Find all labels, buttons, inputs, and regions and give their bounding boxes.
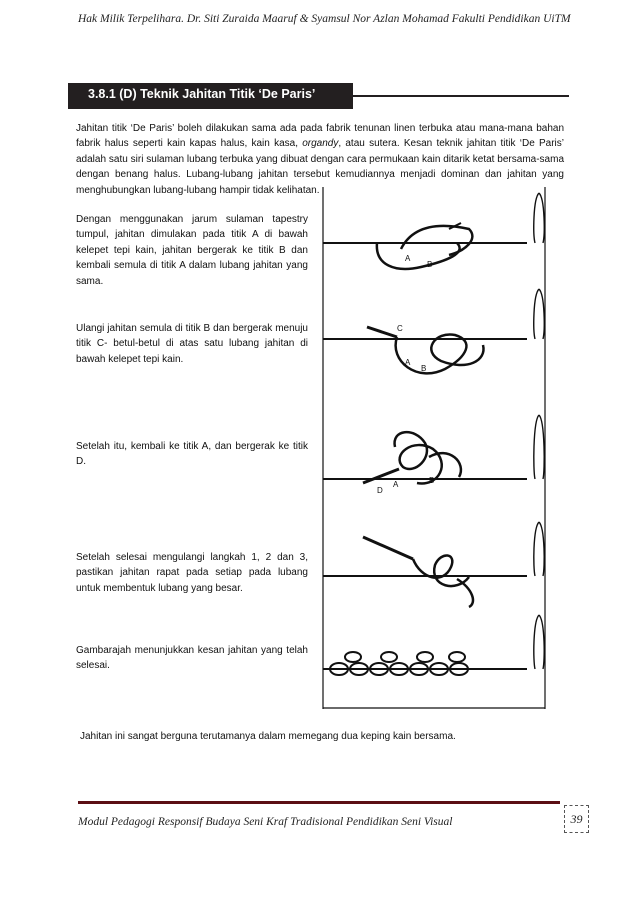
label-step3-b: B	[429, 476, 435, 485]
step-4-text: Setelah selesai mengulangi langkah 1, 2 dan 3, pastikan jahitan rapat pada setiap pada lubang untuk membentuk lubang yang besar.	[76, 552, 308, 594]
stitch-step-5-finished	[323, 615, 544, 675]
stitch-step-3	[323, 415, 544, 483]
label-step3-a: A	[393, 480, 399, 489]
step-2-text: Ulangi jahitan semula di titik B dan bergerak menuju titik C- betul-betul di atas satu lubang jahitan di bawah kelepet tepi kain.	[76, 323, 308, 365]
label-step2-a: A	[405, 358, 411, 367]
stitch-step-4	[323, 522, 544, 607]
section-title: 3.8.1 (D) Teknik Jahitan Titik ‘De Paris’	[88, 87, 316, 101]
footer-rule	[78, 801, 560, 804]
footer-title: Modul Pedagogi Responsif Budaya Seni Kraf Tradisional Pendidikan Seni Visual	[78, 816, 453, 828]
step-3-text: Setelah itu, kembali ke titik A, dan bergerak ke titik D.	[76, 441, 308, 468]
label-step2-c: C	[397, 324, 403, 333]
stitch-step-1	[323, 193, 544, 269]
page-header: Hak Milik Terpelihara. Dr. Siti Zuraida Maaruf & Syamsul Nor Azlan Mohamad Fakulti Pendidikan UiTM	[78, 13, 571, 25]
intro-paragraph: Jahitan titik ‘De Paris’ boleh dilakukan sama ada pada fabrik tenunan linen terbuka atau mana-mana bahan fabrik halus seperti kain kapas halus, kain kasa, organdy, atau sutera. Kesan teknik jahitan titik ‘De Paris’ adalah satu siri sulaman lubang terbuka yang dibuat dengan cara permukaan kain ditarik ketat bersama-sama dengan benang halus. Lubang-lubang jahitan tersebut kemudiannya menjadi dominan dan jahitan yang menghubungkan lubang-lubang hampir tidak kelihatan.	[76, 123, 565, 196]
label-step3-d: D	[377, 486, 383, 495]
stitch-step-2	[323, 289, 544, 373]
closing-sentence: Jahitan ini sangat berguna terutamanya dalam memegang dua keping kain bersama.	[80, 731, 456, 742]
step-1-text: Dengan menggunakan jarum sulaman tapestry tumpul, jahitan dimulakan pada titik A di bawah kelepet tepi kain, jahitan bergerak ke titik B dan kembali semula di titik A dalam lubang jahitan yang sama.	[76, 214, 308, 287]
section-title-rule	[353, 95, 569, 97]
label-step1-a: A	[405, 254, 411, 263]
label-step2-b: B	[421, 364, 427, 373]
stitch-diagram	[317, 187, 567, 709]
step-5-text: Gambarajah menunjukkan kesan jahitan yang telah selesai.	[76, 645, 308, 672]
label-step1-b: B	[427, 260, 433, 269]
page-number: 39	[564, 805, 589, 833]
